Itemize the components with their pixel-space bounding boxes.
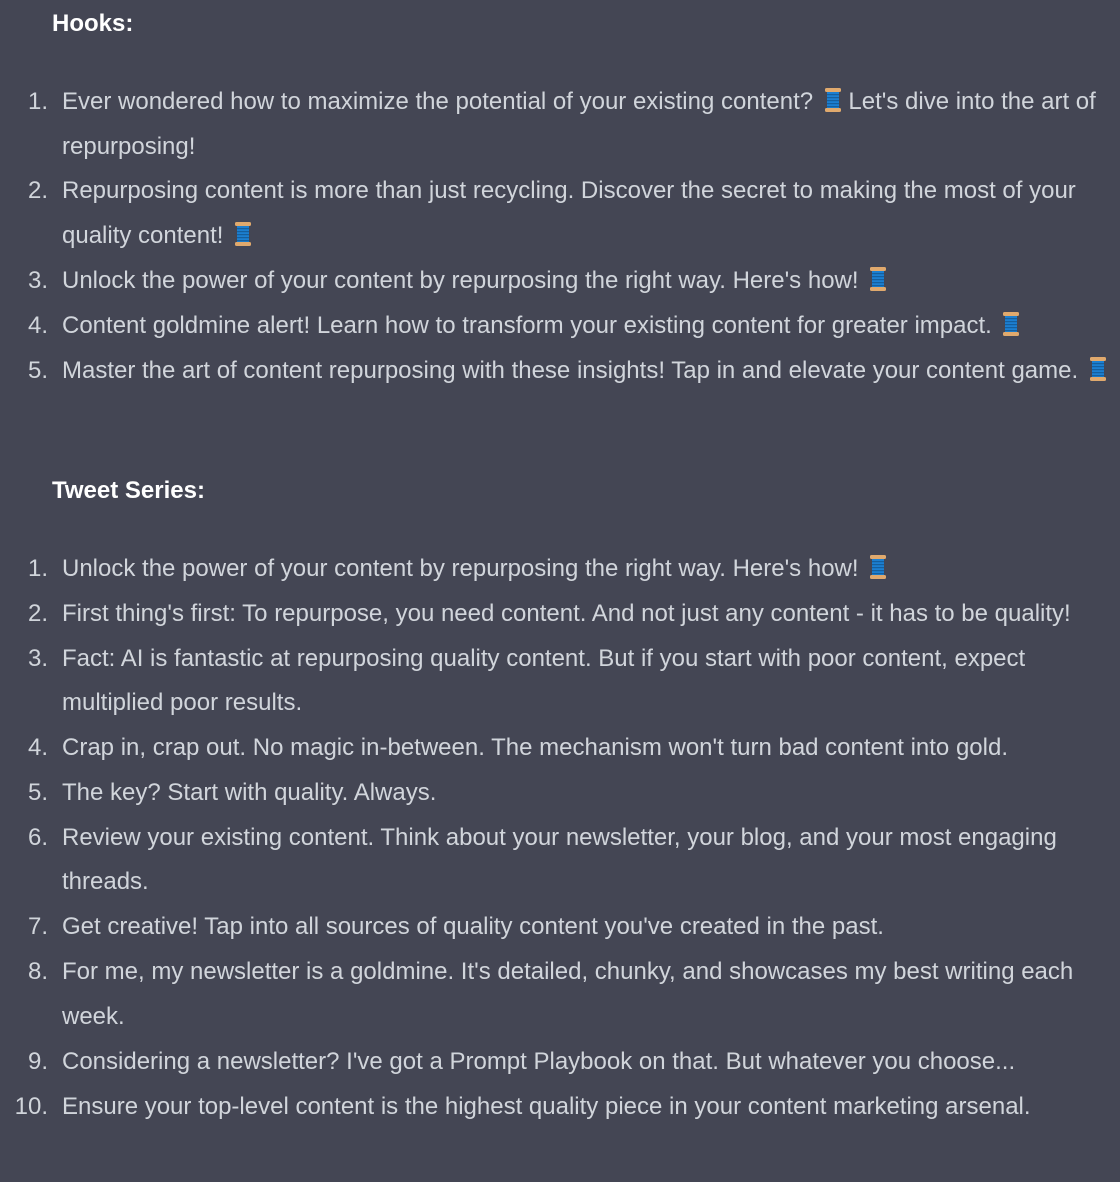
list-item-text: Master the art of content repurposing with these insights! Tap in and elevate your content game. [62,356,1085,384]
list-item [0,169,1110,258]
list-item-text: Content goldmine alert! Learn how to transform your existing content for greater impact. [62,311,999,339]
list-item-text: Ensure your top-level content is the highest quality piece in your content marketing arsenal. [62,1092,1031,1120]
list-item-text: The key? Start with quality. Always. [62,779,437,807]
spool-icon [869,551,887,577]
list-item-text: Unlock the power of your content by repurposing the right way. Here's how! [62,266,866,294]
list-item [0,592,1110,637]
list-item-number: 1. [27,88,48,115]
list-item-number: 3. [27,644,48,672]
list-item [0,905,1110,950]
spool-icon [234,218,252,244]
list-item-text: Review your existing content. Think about your newsletter, your blog, and your most engaging threads. [62,823,1057,896]
list-item [0,80,1110,169]
list-item [0,547,1110,592]
hooks-list [0,80,1110,393]
list-item-text: Crap in, crap out. No magic in-between. The mechanism won't turn bad content into gold. [62,734,1008,762]
list-item [0,726,1110,771]
list-item-number: 10. [14,1092,48,1120]
list-item-text: Considering a newsletter? I've got a Prompt Playbook on that. But whatever you choose... [62,1047,1016,1075]
list-item-number: 2. [27,599,48,627]
section-heading-tweet-series: Tweet Series: [52,477,205,504]
list-item [0,637,1110,726]
spool-icon [1002,308,1020,334]
list-item [0,816,1110,905]
list-item-text: Fact: AI is fantastic at repurposing quality content. But if you start with poor content, expect multiplied poor results. [62,644,1026,717]
list-item [0,1085,1110,1130]
list-item-number: 5. [27,779,48,807]
spool-icon [824,84,842,110]
list-item-text: Repurposing content is more than just recycling. Discover the secret to making the most of your quality content! [62,177,1076,249]
list-item-text: Unlock the power of your content by repurposing the right way. Here's how! [62,555,866,582]
list-item [0,950,1110,1039]
list-item-text: Ever wondered how to maximize the potential of your existing content? [62,88,820,115]
list-item-number: 7. [27,913,48,941]
list-item-number: 9. [27,1047,48,1075]
list-item-number: 8. [27,958,48,986]
list-item-text-continued: Let's dive into the art of repurposing! [62,88,1096,160]
list-item-text: Get creative! Tap into all sources of quality content you've created in the past. [62,913,884,941]
list-item-text: For me, my newsletter is a goldmine. It's detailed, chunky, and showcases my best writing each week. [62,958,1074,1030]
list-item-number: 5. [27,356,48,384]
list-item [0,304,1110,349]
tweet-series-list [0,547,1110,1129]
list-item [0,349,1110,394]
list-item-number: 6. [27,823,48,851]
list-item-number: 4. [27,734,48,762]
section-heading-hooks: Hooks: [52,10,134,37]
list-item-number: 3. [27,266,48,294]
list-item-number: 4. [27,311,48,339]
list-item [0,259,1110,304]
spool-icon [1089,353,1107,379]
spool-icon [869,263,887,289]
list-item [0,771,1110,816]
list-item [0,1040,1110,1085]
list-item-text: First thing's first: To repurpose, you need content. And not just any content - it has to be quality! [62,599,1071,627]
list-item-number: 2. [27,177,48,205]
list-item-number: 1. [27,555,48,582]
